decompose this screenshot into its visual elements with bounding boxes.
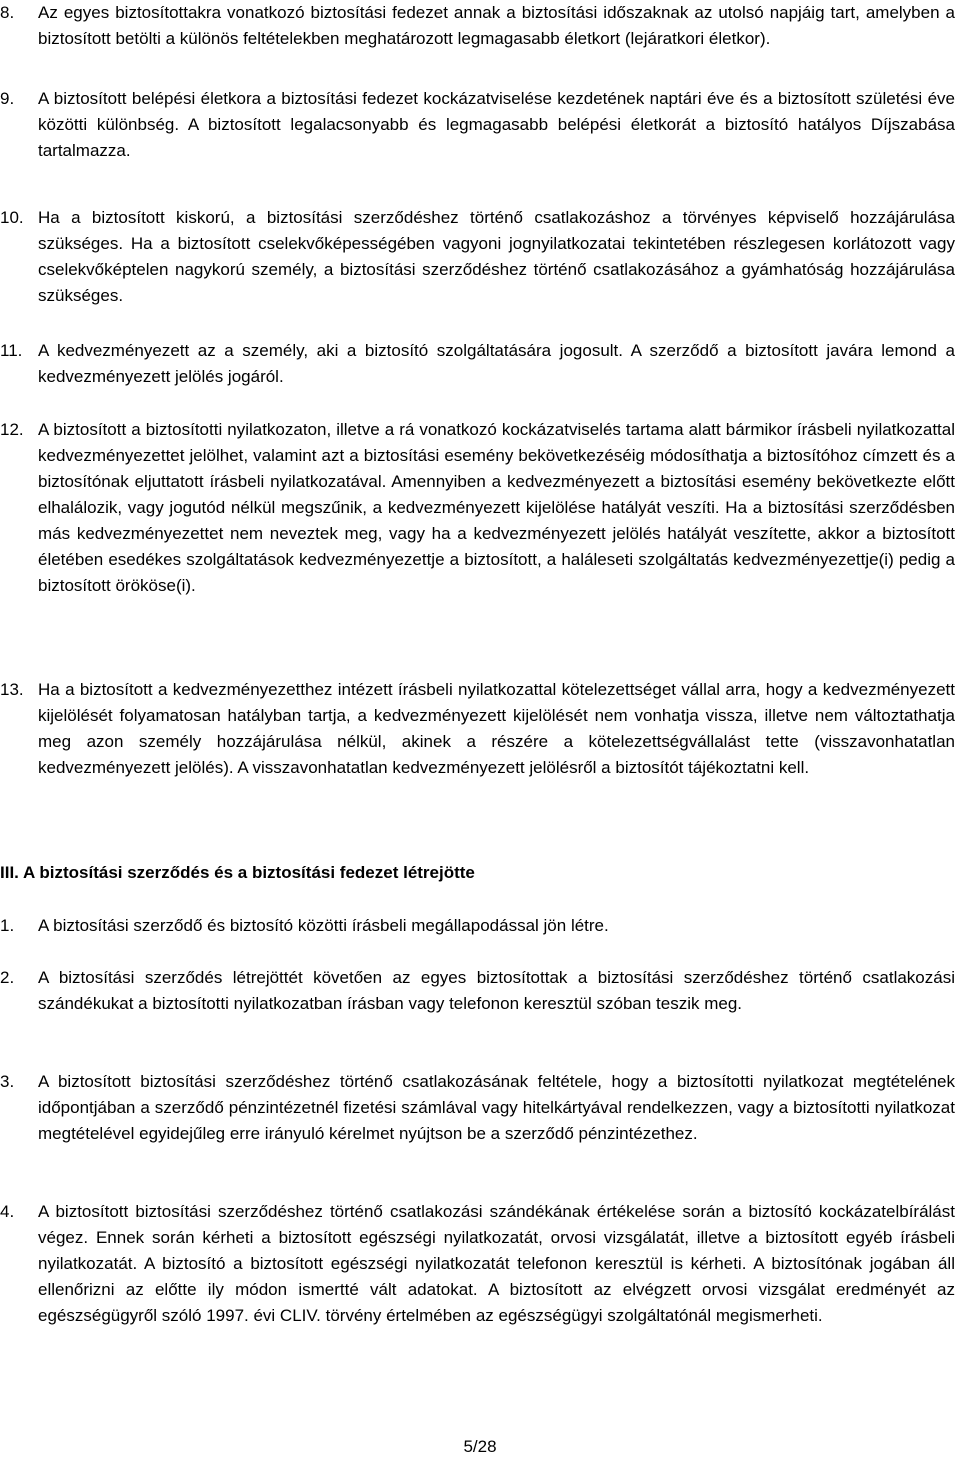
item-text: A biztosítási szerződés létrejöttét követően az egyes biztosítottak a biztosítási szerződéshez történő csatlakozási szándékukat a biztosítotti nyilatkozatban írásban vagy telefonon keresztül szóban teszik meg.	[38, 968, 955, 1013]
list-item	[0, 0, 960, 78]
page-number: 5/28	[463, 1437, 497, 1456]
item-number: 4.	[0, 1202, 15, 1221]
section-heading-number: III.	[0, 863, 19, 882]
item-number: 1.	[0, 916, 15, 935]
item-number: 13.	[0, 680, 24, 699]
list-item	[0, 913, 960, 939]
item-text: A biztosítási szerződő és biztosító közötti írásbeli megállapodással jön létre.	[38, 916, 609, 935]
list-item	[0, 417, 960, 651]
section-heading-title: A biztosítási szerződés és a biztosítási fedezet létrejötte	[23, 863, 475, 882]
list-item	[0, 965, 960, 1043]
list-item	[0, 1069, 960, 1173]
item-number: 3.	[0, 1072, 15, 1091]
item-text: A biztosított a biztosítotti nyilatkozaton, illetve a rá vonatkozó kockázatviselés tartama alatt bármikor írásbeli nyilatkozattal kedvezményezettet jelölhet, valamint azt a biztosítási esemény bekövetkezéséig módosíthatja a biztosítóhoz címzett és a biztosítónak eljuttatott írásbeli nyilatkozatával. Amennyiben a kedvezményezett a biztosítási esemény bekövetkezte előtt elhalálozik, vagy jogutód nélkül megszűnik, a kedvezményezett kijelölése hatályát veszíti. Ha a biztosítási szerződésben más kedvezményezettet nem neveztek meg, vagy ha a kedvezményezett jelölés hatályát veszítette, akkor a biztosított életében esedékes szolgáltatások kedvezményezettje a biztosított, a haláleseti szolgáltatás kedvezményezettje(i) pedig a biztosított örököse(i).	[38, 420, 955, 595]
item-number: 2.	[0, 968, 15, 987]
item-number: 8.	[0, 3, 15, 22]
item-text: A biztosított belépési életkora a biztosítási fedezet kockázatviselése kezdetének naptári éve és a biztosított születési éve közötti különbség. A biztosított legalacsonyabb és legmagasabb belépési életkorát a biztosító hatályos Díjszabása tartalmazza.	[38, 89, 955, 160]
list-item	[0, 1199, 960, 1381]
item-text: Az egyes biztosítottakra vonatkozó biztosítási fedezet annak a biztosítási időszaknak az utolsó napjáig tart, amelyben a biztosított betölti a különös feltételekben meghatározott legmagasabb életkort (lejáratkori életkor).	[38, 3, 955, 48]
list-item	[0, 677, 960, 807]
section-heading	[0, 860, 960, 886]
list-item	[0, 86, 960, 190]
item-text: Ha a biztosított a kedvezményezetthez intézett írásbeli nyilatkozattal kötelezettséget vállal arra, hogy a kedvezményezett kijelölését folyamatosan hatályban tartja, a kedvezményezett kijelölését nem vonhatja vissza, illetve nem változtathatja meg azon személy hozzájárulása nélkül, akinek a részére a kötelezettségvállalást tette (visszavonhatatlan kedvezményezett jelölés). A visszavonhatatlan kedvezményezett jelölésről a biztosítót tájékoztatni kell.	[38, 680, 955, 777]
item-number: 9.	[0, 89, 15, 108]
list-item	[0, 338, 960, 390]
item-number: 10.	[0, 208, 24, 227]
item-number: 12.	[0, 420, 24, 439]
item-text: Ha a biztosított kiskorú, a biztosítási szerződéshez történő csatlakozáshoz a törvényes képviselő hozzájárulása szükséges. Ha a biztosított cselekvőképességében vagyoni jognyilatkozatai tekintetében részlegesen korlátozott vagy cselekvőképtelen nagykorú személy, a biztosítási szerződéshez történő csatlakozásához a gyámhatóság hozzájárulása szükséges.	[38, 208, 955, 305]
item-text: A kedvezményezett az a személy, aki a biztosító szolgáltatására jogosult. A szerződő a biztosított javára lemond a kedvezményezett jelölés jogáról.	[38, 341, 955, 386]
item-text: A biztosított biztosítási szerződéshez történő csatlakozási szándékának értékelése során a biztosító kockázatelbírálást végez. Ennek során kérheti a biztosított egészségi nyilatkozatát, orvosi vizsgálatát, illetve a biztosított egyéb írásbeli nyilatkozatát. A biztosító a biztosított egészségi nyilatkozatát telefonon keresztül is kérheti. A biztosítónak jogában áll ellenőrizni az előtte ily módon ismertté vált adatokat. A biztosított az elvégzett orvosi vizsgálat eredményét az egészségügyről szóló 1997. évi CLIV. törvény értelmében az egészségügyi szolgáltatónál megismerheti.	[38, 1202, 955, 1325]
list-item	[0, 205, 960, 309]
item-number: 11.	[0, 341, 23, 360]
item-text: A biztosított biztosítási szerződéshez történő csatlakozásának feltétele, hogy a biztosítotti nyilatkozat megtételének időpontjában a szerződő pénzintézetnél fizetési számlával vagy hitelkártyával rendelkezzen, vagy a biztosítotti nyilatkozat megtételével egyidejűleg erre irányuló kérelmet nyújtson be a szerződő pénzintézethez.	[38, 1072, 955, 1143]
